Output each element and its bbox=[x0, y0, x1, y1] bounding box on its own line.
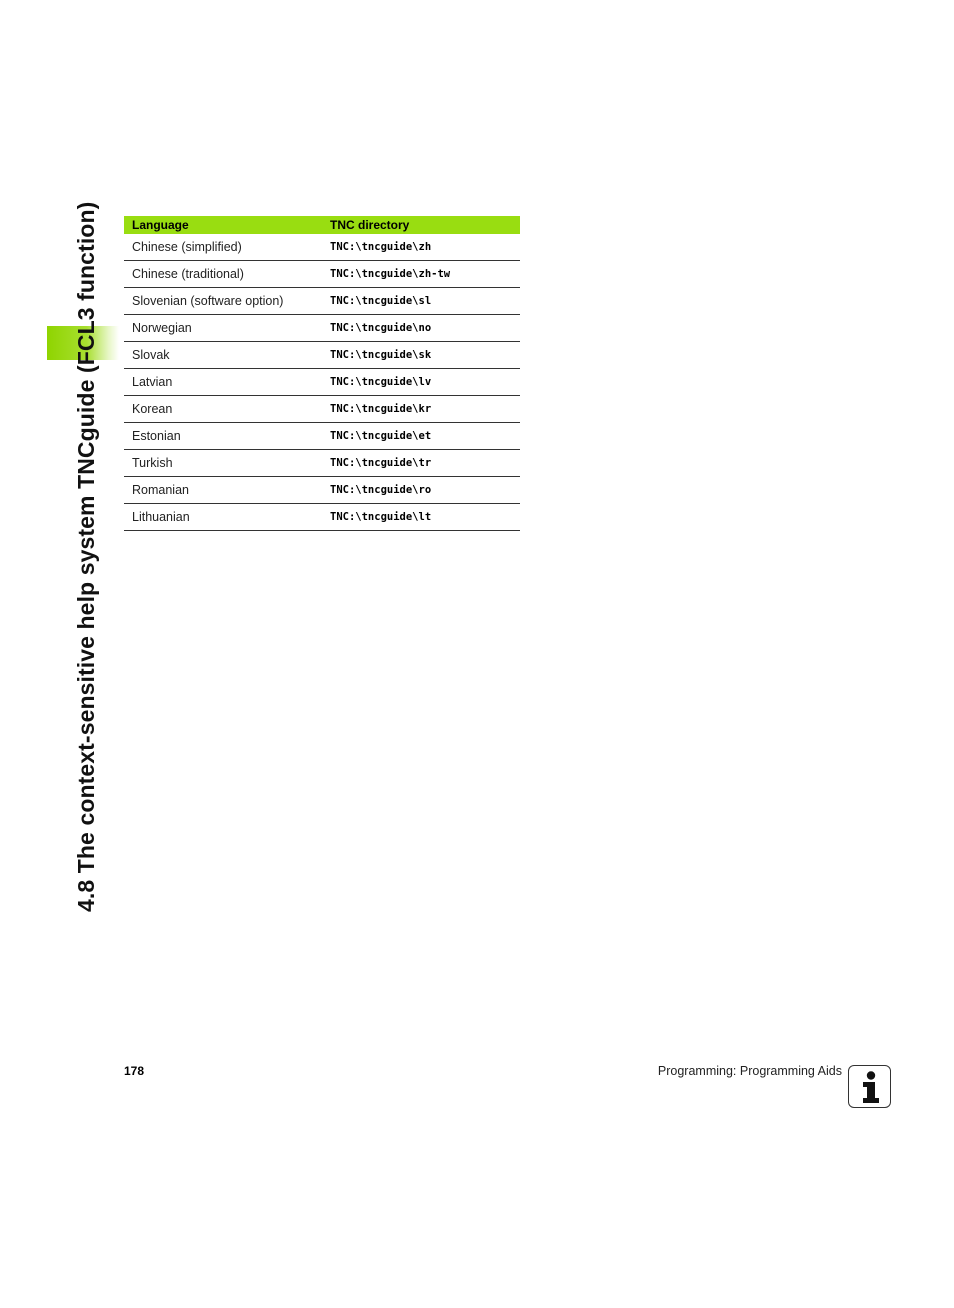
directory-cell: TNC:\tncguide\lt bbox=[323, 504, 520, 531]
page-number: 178 bbox=[124, 1064, 145, 1078]
footer-section-title: Programming: Programming Aids bbox=[657, 1064, 842, 1078]
table-row bbox=[124, 423, 520, 450]
directory-cell: TNC:\tncguide\lv bbox=[323, 369, 520, 396]
directory-cell: TNC:\tncguide\ro bbox=[323, 477, 520, 504]
chapter-heading: 4.8 The context-sensitive help system TNCguide (FCL3 function) bbox=[73, 201, 99, 912]
language-directory-table bbox=[124, 216, 520, 531]
language-cell: Romanian bbox=[124, 477, 323, 504]
table-row bbox=[124, 234, 520, 261]
directory-cell: TNC:\tncguide\kr bbox=[323, 396, 520, 423]
language-cell: Korean bbox=[124, 396, 323, 423]
language-cell: Chinese (simplified) bbox=[124, 234, 323, 261]
language-cell: Norwegian bbox=[124, 315, 323, 342]
header-tnc-directory: TNC directory bbox=[323, 216, 520, 234]
language-cell: Lithuanian bbox=[124, 504, 323, 531]
directory-cell: TNC:\tncguide\zh bbox=[323, 234, 520, 261]
table-row bbox=[124, 504, 520, 531]
info-icon-glyph bbox=[849, 1066, 892, 1109]
directory-cell: TNC:\tncguide\no bbox=[323, 315, 520, 342]
table-row bbox=[124, 450, 520, 477]
directory-cell: TNC:\tncguide\tr bbox=[323, 450, 520, 477]
language-cell: Slovak bbox=[124, 342, 323, 369]
table-row bbox=[124, 261, 520, 288]
table-row bbox=[124, 315, 520, 342]
language-cell: Turkish bbox=[124, 450, 323, 477]
language-cell: Estonian bbox=[124, 423, 323, 450]
table-row bbox=[124, 396, 520, 423]
header-language: Language bbox=[124, 216, 323, 234]
directory-cell: TNC:\tncguide\zh-tw bbox=[323, 261, 520, 288]
table-row bbox=[124, 342, 520, 369]
info-icon bbox=[848, 1065, 891, 1108]
table-row bbox=[124, 477, 520, 504]
language-cell: Chinese (traditional) bbox=[124, 261, 323, 288]
directory-cell: TNC:\tncguide\sk bbox=[323, 342, 520, 369]
directory-cell: TNC:\tncguide\et bbox=[323, 423, 520, 450]
language-cell: Latvian bbox=[124, 369, 323, 396]
table-header-row bbox=[124, 216, 520, 234]
language-cell: Slovenian (software option) bbox=[124, 288, 323, 315]
table-row bbox=[124, 288, 520, 315]
directory-cell: TNC:\tncguide\sl bbox=[323, 288, 520, 315]
table-row bbox=[124, 369, 520, 396]
